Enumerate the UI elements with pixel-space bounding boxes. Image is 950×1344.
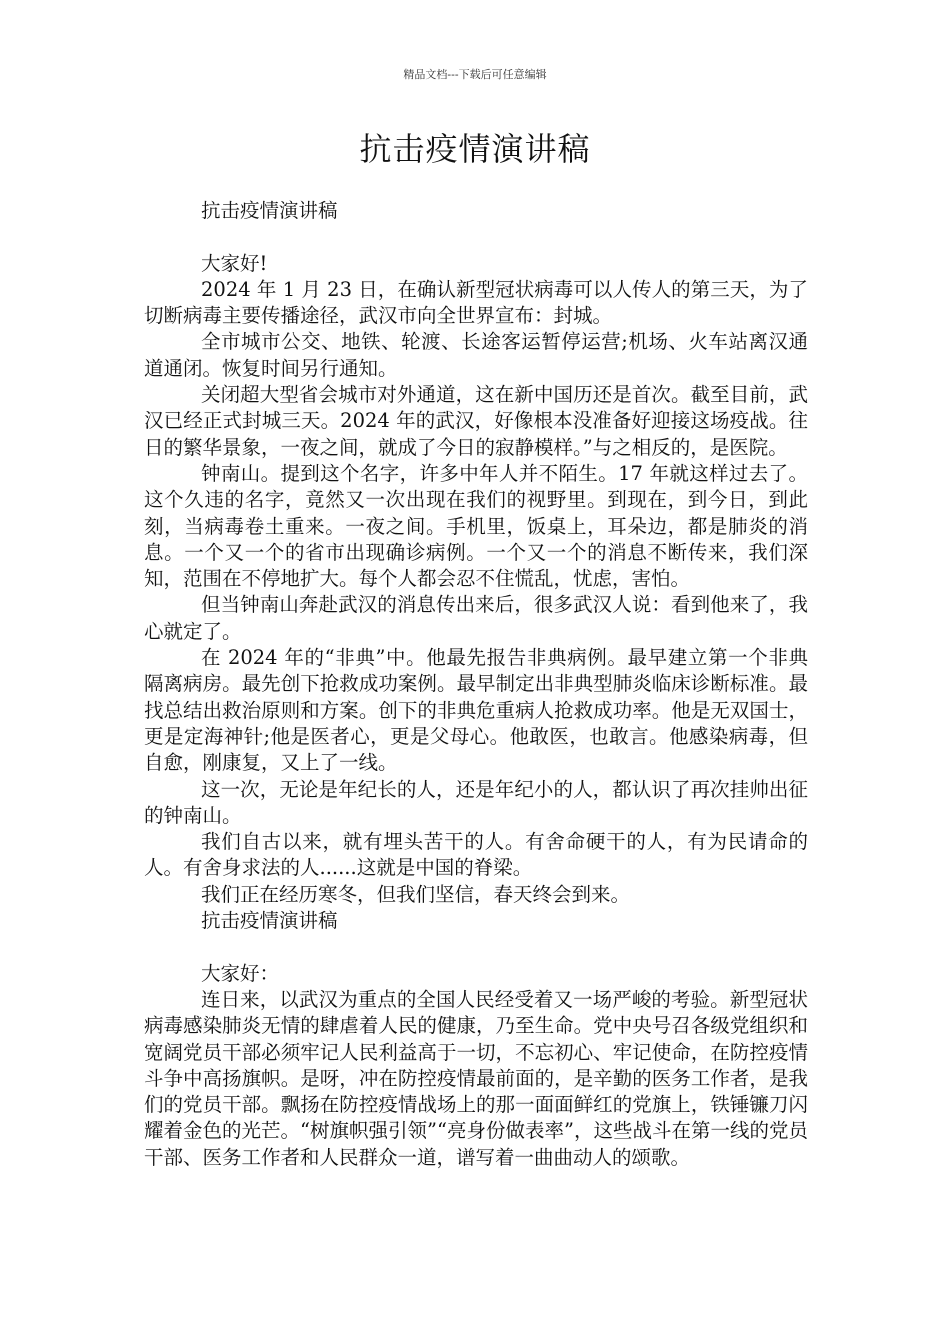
- body-paragraph: 连日来，以武汉为重点的全国人民经受着又一场严峻的考验。新型冠状病毒感染肺炎无情的肆虐着人民的健康，乃至生命。党中央号召各级党组织和宽阔党员干部必须牢记人民利益高于一切，不忘初心、牢记使命，在防控疫情斗争中高扬旗帜。是呀，冲在防控疫情最前面的，是辛勤的医务工作者，是我们的党员干部。飘扬在防控疫情战场上的那一面面鲜红的党旗上，铁锤镰刀闪耀着金色的光芒。“树旗帜强引领”“亮身份做表率”，这些战斗在第一线的党员干部、医务工作者和人民群众一道，谱写着一曲曲动人的颂歌。: [144, 987, 808, 1169]
- body-paragraph: 但当钟南山奔赴武汉的消息传出来后，很多武汉人说：看到他来了，我心就定了。: [144, 593, 808, 643]
- greeting-paragraph: 大家好!: [201, 251, 268, 275]
- body-paragraph: 在 2024 年的“非典”中。他最先报告非典病例。最早建立第一个非典隔离病房。最先创下抢救成功案例。最早制定出非典型肺炎临床诊断标准。最找总结出救治原则和方案。创下的非典危重病人抢救成功率。他是无双国士，更是定海神针;他是医者心，更是父母心。他敢医，也敢言。他感染病毒，但自愈，刚康复，又上了一线。: [144, 646, 808, 775]
- subtitle-paragraph: 抗击疫情演讲稿: [201, 909, 338, 933]
- blank-line: [144, 934, 808, 960]
- body-paragraph: 全市城市公交、地铁、轮渡、长途客运暂停运营;机场、火车站离汉通道通闭。恢复时间另行通知。: [144, 330, 808, 380]
- body-paragraph: 这一次，无论是年纪长的人，还是年纪小的人，都认识了再次挂帅出征的钟南山。: [144, 777, 808, 827]
- body-paragraph: 我们正在经历寒冬，但我们坚信，春天终会到来。: [201, 882, 631, 906]
- document-title: 抗击疫情演讲稿: [359, 130, 591, 168]
- document-body: [144, 198, 808, 1171]
- body-paragraph: 我们自古以来，就有埋头苦干的人。有舍命硬干的人，有为民请命的人。有舍身求法的人......这就是中国的脊梁。: [144, 830, 808, 880]
- body-paragraph: 关闭超大型省会城市对外通道，这在新中国历还是首次。截至目前，武汉已经正式封城三天。2024 年的武汉，好像根本没准备好迎接这场疫战。往日的繁华景象，一夜之间，就成了今日的寂静模样。”与之相反的，是医院。: [144, 383, 808, 459]
- subtitle-paragraph: 抗击疫情演讲稿: [201, 199, 338, 222]
- body-paragraph: 2024 年 1 月 23 日，在确认新型冠状病毒可以人传人的第三天，为了切断病毒主要传播途径，武汉市向全世界宣布：封城。: [144, 277, 808, 328]
- page-header: 精品文档---下载后可任意编辑: [403, 68, 547, 81]
- body-paragraph: 钟南山。提到这个名字，许多中年人并不陌生。17 年就这样过去了。这个久违的名字，竟然又一次出现在我们的视野里。到现在，到今日，到此刻，当病毒卷土重来。一夜之间。手机里，饭桌上，耳朵边，都是肺炎的消息。一个又一个的省市出现确诊病例。一个又一个的消息不断传来，我们深知，范围在不停地扩大。每个人都会忍不住慌乱，忧虑，害怕。: [144, 461, 808, 591]
- greeting-paragraph: 大家好：: [201, 961, 280, 985]
- blank-line: [144, 224, 808, 250]
